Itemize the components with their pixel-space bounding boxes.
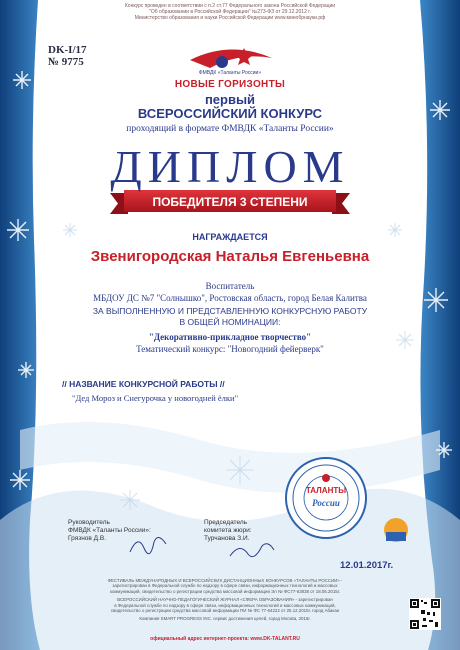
theme: Тематический конкурс: "Новогодний фейерверк" [136, 344, 324, 354]
diploma-heading: ДИПЛОМ [110, 141, 350, 192]
nomination: "Декоративно-прикладное творчество" [148, 332, 312, 342]
signature-left: Руководитель ФМВДК «Таланты России»: Грязнов Д.В. [68, 519, 151, 542]
logo-name: НОВЫЕ ГОРИЗОНТЫ [174, 79, 286, 90]
footer-site: официальный адрес интернет-проекта: www.DK-TALANT.RU [150, 636, 300, 642]
title-format: проходящий в формате ФМВДК «Таланты России» [126, 124, 334, 134]
signature-right: Председатель комитета жюри: Турчанова З.И. [204, 519, 252, 542]
for-work-line2: В ОБЩЕЙ НОМИНАЦИИ: [179, 317, 281, 327]
for-work-line1: ЗА ВЫПОЛНЕННУЮ И ПРЕДСТАВЛЕННУЮ КОНКУРСНУЮ РАБОТУ [92, 306, 368, 316]
footer-text: ФЕСТИВАЛЬ МЕЖДУНАРОДНЫХ И ВСЕРОССИЙСКИХ ДИСТАНЦИОННЫХ КОНКУРСОВ «ТАЛАНТЫ РОССИИ» - зарегистрирован в Федеральной службе по надзору в сфере связи, информационных технологий и массовых коммуникаций, свидетельство о регистрации средства массовой информации Эл № ФС77-63838 от 18.05.2015г. ВСЕРОССИЙСКИЙ НАУЧНО-ПЕДАГОГИЧЕСКИЙ ЖУРНАЛ «СФЕРА ОБРАЗОВАНИЯ» - зарегистрирован в Федеральной службе по надзору в сфере связи, информационных технологий и массовых коммуникаций, свидетельство о регистрации средства массовой информации ПИ № ФС 77-64222 от 25.12.2015г. город Абакан Компания SMART PROGRESS INC. сервис достижения целей, город Москва, 2016г. [107, 578, 343, 622]
title-first: первый [204, 92, 256, 107]
document-code: DK-I/17 № 9775 [48, 44, 87, 68]
seal-title: ТАЛАНТЫ [305, 486, 347, 495]
title-contest: ВСЕРОССИЙСКИЙ КОНКУРС [137, 106, 323, 121]
seal-subtitle: России [312, 498, 340, 508]
sun-emblem [384, 518, 408, 542]
work-section-label: // НАЗВАНИЕ КОНКУРСНОЙ РАБОТЫ // [62, 379, 225, 389]
ribbon-label: ПОБЕДИТЕЛЯ 3 СТЕПЕНИ [152, 195, 308, 209]
recipient-name: Звенигородская Наталья Евгеньевна [90, 248, 370, 265]
recipient-organization: МБДОУ ДС №7 "Солнышко", Ростовская область, город Белая Калитва [93, 293, 367, 303]
issue-date: 12.01.2017г. [340, 560, 394, 571]
recipient-position: Воспитатель [205, 281, 255, 291]
work-title: "Дед Мороз и Снегурочка у новогодней ёлки" [72, 393, 239, 403]
awarded-label: НАГРАЖДАЕТСЯ [192, 232, 268, 242]
qr-code-graphic [409, 598, 441, 630]
legal-notice: Конкурс проведен в соответствии с п.2 ст.77 Федерального закона Российской Федерации "Об образовании в Российской Федерации" №273-ФЗ от 29.12.2012 г. Министерство образования и науки Российской Федерации www.минобрнауки.рф [124, 3, 336, 21]
logo-caption: ФМВДК «Таланты России» [198, 70, 262, 76]
